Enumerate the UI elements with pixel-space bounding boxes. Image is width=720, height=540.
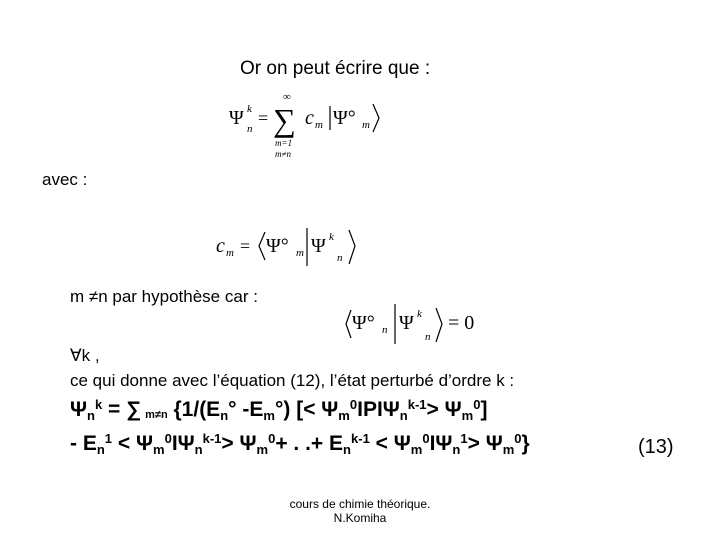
equation-expansion — [225, 90, 385, 162]
f2-c-sub: n — [194, 441, 203, 457]
avec-label: avec : — [42, 170, 88, 189]
f1-eq: = — [102, 398, 127, 421]
eq2-bra-psi: Ψ° — [266, 235, 289, 257]
eq1-c-sub: m — [315, 119, 323, 131]
f2-d: > Ψ — [221, 432, 257, 455]
f1-e-sub: n — [399, 407, 408, 423]
f2-e: + . .+ E — [275, 432, 344, 455]
f2-b-sub: m — [152, 441, 165, 457]
f1-d-sub: m — [338, 407, 350, 423]
f2-a-sub: n — [96, 441, 105, 457]
eq2-equals: = — [240, 236, 251, 256]
eq3-bra-angle — [346, 310, 351, 338]
f2-f: < Ψ — [369, 432, 411, 455]
eq1-psi-sub: n — [247, 123, 253, 135]
f2-c: IΨ — [171, 432, 195, 455]
eq1-sum-bot1: m=1 — [275, 138, 293, 148]
eq2-ket-sub: n — [337, 252, 343, 264]
footer-author: N.Komiha — [333, 511, 387, 525]
eq1-psi: Ψ — [229, 107, 244, 129]
f2-d-sup: 0 — [268, 430, 276, 446]
f1-sum-sub: m≠n — [145, 409, 168, 422]
eq3-rhs: = 0 — [448, 312, 475, 334]
f2-i: } — [521, 432, 530, 455]
footer-course: cours de chimie théorique. — [289, 497, 431, 511]
eq3-ket-angle — [436, 308, 442, 342]
f1-f: > Ψ — [426, 398, 462, 421]
f1-a-sub: n — [220, 407, 229, 423]
eq2-bra-angle — [259, 232, 265, 260]
f2-h: > Ψ — [467, 432, 503, 455]
f1-b: ° -E — [228, 398, 264, 421]
f1-b-sub: m — [263, 407, 275, 423]
eq3-ket-sup: k — [417, 308, 422, 320]
equation-coefficient — [212, 226, 372, 270]
eq1-sum: ∑ — [273, 102, 296, 138]
eq1-equals: = — [258, 108, 269, 128]
eq1-sum-bot2: m≠n — [275, 149, 291, 159]
f2-g: IΨ — [429, 432, 453, 455]
f1-f-sub: m — [461, 407, 474, 423]
formula-line-2 — [70, 432, 530, 456]
f2-g-sub: n — [452, 441, 461, 457]
eq3-ket-psi: Ψ — [399, 312, 414, 334]
forall-k: ∀k , — [70, 346, 100, 365]
formula-line-1 — [70, 398, 487, 422]
f2-f-sup: 0 — [422, 430, 430, 446]
f2-a-sup: 1 — [104, 430, 113, 446]
f2-a: - E — [70, 432, 97, 455]
f1-psi-sub: n — [87, 407, 95, 423]
hypothesis-text: m ≠n par hypothèse car : — [70, 287, 258, 306]
eq2-ket-psi: Ψ — [311, 235, 326, 257]
f1-psi-sup: k — [94, 396, 103, 412]
eq3-bra-psi: Ψ° — [352, 312, 375, 334]
eq1-psi-sup: k — [247, 103, 252, 115]
eq2-c: c — [216, 235, 225, 257]
eq1-c: c — [305, 107, 314, 129]
f1-a: {1/(E — [167, 398, 221, 421]
eq2-ket-angle — [349, 230, 355, 264]
eq2-bra-sub: m — [296, 247, 304, 259]
f2-g-sup: 1 — [460, 430, 468, 446]
f2-h-sub: m — [502, 441, 515, 457]
eq1-sum-top: ∞ — [283, 91, 291, 103]
f1-e: IPIΨ — [357, 398, 400, 421]
eq3-ket-sub: n — [425, 331, 431, 343]
equation-orthogonality — [344, 302, 504, 348]
f1-sum: ∑ — [126, 398, 142, 421]
f2-e-sup: k-1 — [351, 430, 370, 446]
perturbed-state-sentence: ce qui donne avec l’équation (12), l’état perturbé d’ordre k : — [70, 371, 515, 390]
eq1-ket-sub: m — [362, 119, 370, 131]
eq1-ket-psi: Ψ° — [333, 107, 356, 129]
f1-psi: Ψ — [70, 398, 87, 421]
f1-d-sup: 0 — [349, 396, 358, 412]
eq1-ket-angle — [373, 104, 379, 132]
footer — [260, 497, 460, 525]
f1-c: °) [< Ψ — [274, 398, 339, 421]
eq2-c-sub: m — [226, 247, 234, 259]
f2-b: < Ψ — [112, 432, 153, 455]
f2-f-sub: m — [410, 441, 423, 457]
heading: Or on peut écrire que : — [240, 58, 431, 79]
eq2-ket-sup: k — [329, 231, 334, 243]
f2-b-sup: 0 — [164, 430, 172, 446]
f2-e-sub: n — [343, 441, 351, 457]
f2-h-sup: 0 — [514, 430, 522, 446]
equation-number: (13) — [638, 436, 674, 458]
f2-c-sup: k-1 — [202, 430, 222, 446]
eq3-bra-sub: n — [382, 324, 388, 336]
f1-f-sup: 0 — [473, 396, 481, 412]
f1-g: ] — [480, 398, 488, 421]
f2-d-sub: m — [256, 441, 269, 457]
f1-e-sup: k-1 — [407, 396, 427, 412]
